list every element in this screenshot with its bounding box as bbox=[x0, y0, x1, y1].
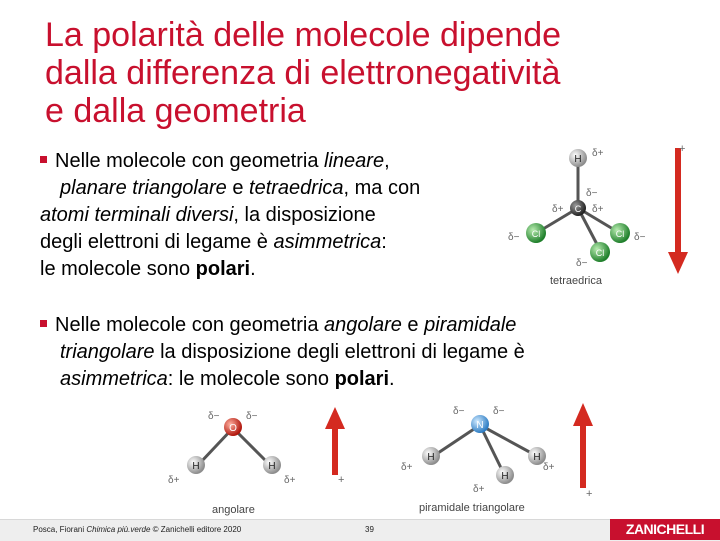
atom-label-h: H bbox=[192, 461, 200, 472]
bullet1-bold-e: polari bbox=[195, 258, 251, 280]
atom-label-cl: Cl bbox=[595, 248, 605, 258]
bullet-2 bbox=[40, 312, 680, 393]
partial-charge-label: δ− bbox=[634, 232, 646, 243]
footer-credit-book: Chimica più.verde bbox=[86, 525, 151, 534]
partial-charge-label: δ+ bbox=[401, 462, 413, 473]
dipole-plus-sign: + bbox=[338, 474, 345, 486]
atom-label-n: N bbox=[476, 420, 484, 431]
bullet2-italic-a: angolare bbox=[324, 314, 402, 336]
bullet1-italic-b: planare triangolare bbox=[60, 177, 227, 199]
slide-title bbox=[45, 16, 685, 130]
atom-label-h: H bbox=[501, 471, 509, 482]
dipole-arrow-head bbox=[668, 252, 688, 274]
page-number: 39 bbox=[365, 525, 374, 534]
partial-charge-label: δ− bbox=[508, 232, 520, 243]
title-line-3: e dalla geometria bbox=[45, 92, 306, 130]
partial-charge-label: δ− bbox=[208, 411, 220, 422]
pyramidal-molecule-figure bbox=[395, 400, 565, 520]
bullet-1 bbox=[40, 148, 510, 283]
dipole-plus-sign: + bbox=[679, 143, 686, 155]
dipole-arrow-pyramidal bbox=[570, 400, 600, 500]
bullet1-italic-d: asimmetrica bbox=[273, 231, 382, 253]
partial-charge-label: δ− bbox=[586, 188, 598, 199]
dipole-arrow-tetrahedral bbox=[665, 140, 695, 280]
bullet2-text-c: : le molecole sono bbox=[167, 368, 335, 390]
atom-label-h: H bbox=[268, 461, 276, 472]
bullet1-text-e: le molecole sono bbox=[40, 258, 196, 280]
atom-label-cl: Cl bbox=[531, 229, 541, 239]
footer-credit bbox=[33, 525, 241, 534]
atom-label-c: C bbox=[574, 204, 582, 214]
pyramidal-caption: piramidale triangolare bbox=[419, 502, 525, 514]
bullet1-text-b-mid: e bbox=[226, 177, 250, 199]
bullet2-italic-a2: piramidale bbox=[424, 314, 517, 336]
bullet2-bold-c: polari bbox=[334, 368, 390, 390]
atom-label-h: H bbox=[427, 452, 435, 463]
bullet-marker bbox=[40, 156, 47, 163]
tetrahedral-molecule-figure bbox=[500, 140, 660, 290]
atom-label-o: O bbox=[229, 423, 237, 434]
partial-charge-label: δ+ bbox=[543, 462, 555, 473]
atom-label-cl: Cl bbox=[615, 229, 625, 239]
bullet2-italic-b: triangolare bbox=[60, 341, 155, 363]
partial-charge-label: δ− bbox=[576, 258, 588, 269]
bullet1-text-d: degli elettroni di legame è bbox=[40, 231, 274, 253]
bullet1-text-e-end: . bbox=[250, 258, 256, 280]
bullet1-italic-c: atomi terminali diversi bbox=[40, 204, 234, 226]
bullet2-italic-c: asimmetrica bbox=[60, 368, 168, 390]
bullet1-italic-b2: tetraedrica bbox=[249, 177, 344, 199]
partial-charge-label: δ+ bbox=[168, 475, 180, 486]
partial-charge-label: δ− bbox=[246, 411, 258, 422]
title-line-1: La polarità delle molecole dipende bbox=[45, 16, 562, 54]
bullet1-text-a: Nelle molecole con geometria bbox=[55, 150, 325, 172]
angular-molecule-figure bbox=[160, 405, 310, 520]
partial-charge-label: δ− bbox=[453, 406, 465, 417]
tetrahedral-caption: tetraedrica bbox=[550, 275, 602, 287]
partial-charge-label: δ+ bbox=[592, 148, 604, 159]
partial-charge-label: δ− bbox=[493, 406, 505, 417]
footer-credit-publisher: © Zanichelli editore 2020 bbox=[150, 525, 242, 534]
bullet1-text-c-end: , la disposizione bbox=[233, 204, 376, 226]
title-line-2: dalla differenza di elettronegatività bbox=[45, 54, 561, 92]
bullet1-text-d-end: : bbox=[381, 231, 387, 253]
footer-credit-authors: Posca, Fiorani bbox=[33, 525, 87, 534]
dipole-plus-sign: + bbox=[586, 488, 593, 500]
partial-charge-label: δ+ bbox=[473, 484, 485, 495]
partial-charge-label: δ+ bbox=[552, 204, 564, 215]
bullet1-text-a-end: , bbox=[384, 150, 390, 172]
bullet2-text-c-end: . bbox=[389, 368, 395, 390]
bullet2-text-b: la disposizione degli elettroni di legame è bbox=[154, 341, 525, 363]
dipole-arrow-angular bbox=[322, 405, 352, 485]
publisher-logo: ZANICHELLI bbox=[610, 519, 720, 540]
bullet2-text-a: Nelle molecole con geometria bbox=[55, 314, 325, 336]
bullet1-text-b-end: , ma con bbox=[343, 177, 421, 199]
angular-caption: angolare bbox=[212, 504, 255, 516]
atom-label-h: H bbox=[574, 154, 582, 165]
bullet2-text-a-mid: e bbox=[401, 314, 425, 336]
atom-label-h: H bbox=[533, 452, 541, 463]
partial-charge-label: δ+ bbox=[592, 204, 604, 215]
bullet-marker bbox=[40, 320, 47, 327]
bullet1-italic-a: lineare bbox=[324, 150, 385, 172]
partial-charge-label: δ+ bbox=[284, 475, 296, 486]
